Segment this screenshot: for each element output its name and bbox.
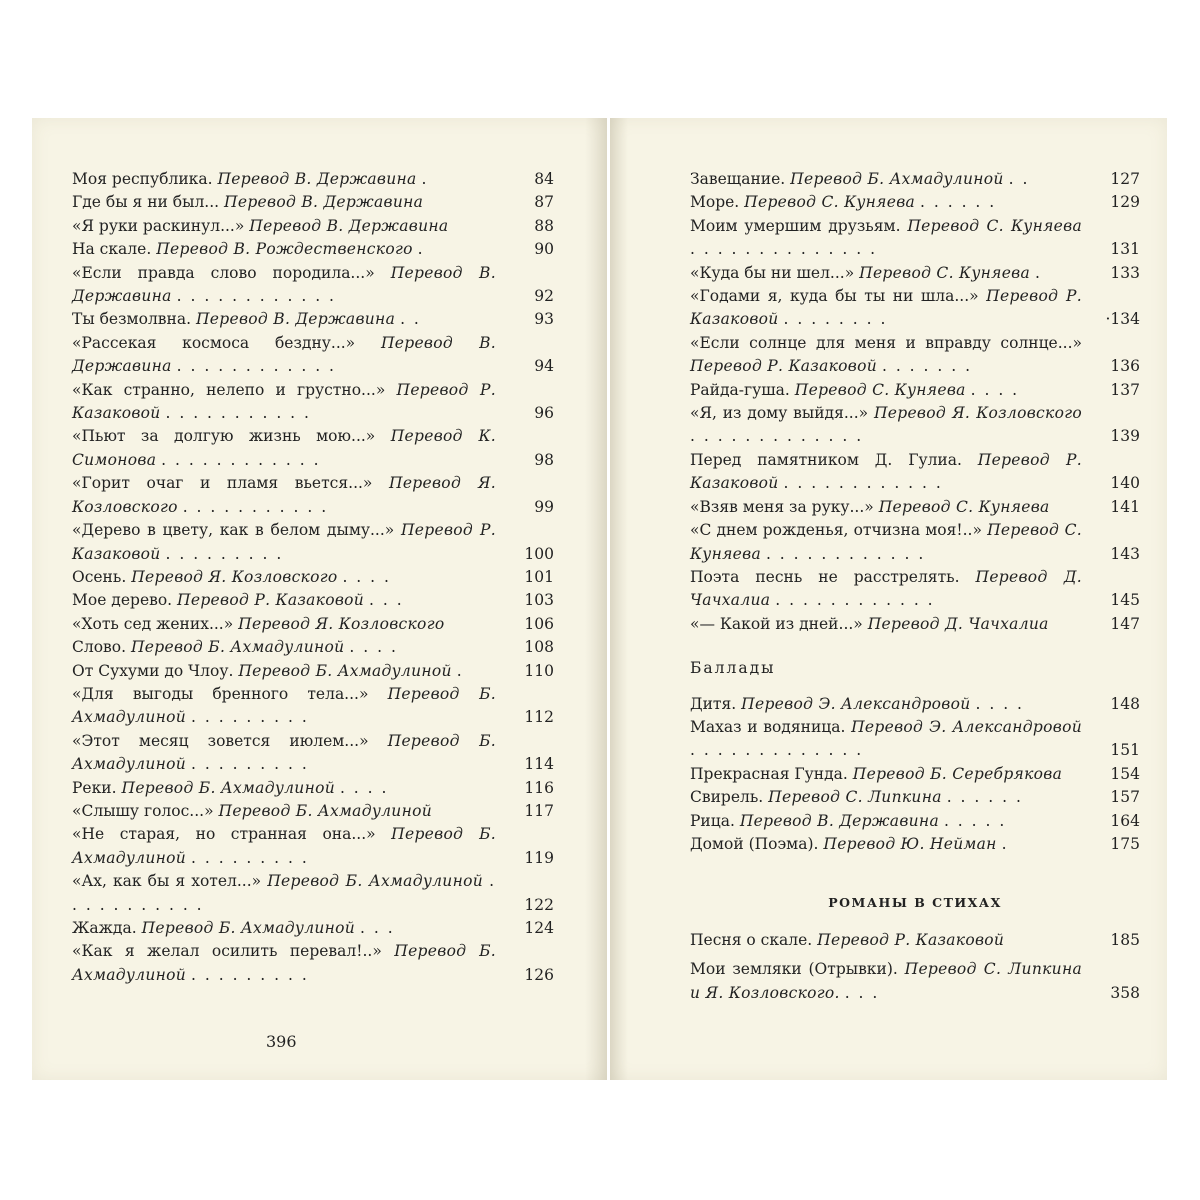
toc-entry-title: «С днем рожденья, отчизна моя!..» [690, 521, 982, 540]
toc-entry-page: 148 [1110, 694, 1140, 713]
toc-entry-title: Моя республика. [72, 170, 213, 188]
toc-entry-leader-dots: . . . . . . . . . . . [165, 404, 311, 423]
toc-entry-text [72, 472, 496, 519]
toc-entry-title: Реки. [72, 778, 117, 797]
page-gutter-shadow [585, 118, 607, 1080]
toc-entry-title: «Я, из дому выйдя...» [690, 404, 869, 423]
toc-entry-page: 119 [524, 848, 554, 867]
toc-entry-text [72, 215, 496, 238]
toc-entry [690, 379, 1140, 402]
toc-entry-text [690, 929, 1082, 952]
toc-entry [690, 810, 1140, 833]
toc-entry [72, 168, 554, 191]
toc-entry-title: Песня о скале. [690, 930, 813, 949]
toc-entry-leader-dots: . . . . . . . . . . . [182, 497, 329, 516]
toc-entry [72, 683, 554, 730]
toc-entry-title: «Хоть сед жених...» [72, 614, 234, 633]
toc-entry-page: 124 [524, 919, 554, 937]
toc-entry-leader-dots: . . . . [339, 778, 389, 797]
toc-entry-page: 137 [1110, 380, 1140, 399]
toc-entry-leader-dots: . . . . . . [946, 788, 1023, 807]
toc-entry-title: Где бы я ни был... [72, 193, 220, 212]
toc-entry-title: «Для выгоды бренного тела...» [72, 684, 369, 703]
toc-entry-translator: Перевод Р. Казаковой [690, 450, 1082, 493]
toc-entry-leader-dots: . . . . . . . . . . . . [176, 287, 336, 306]
toc-entry-text [72, 262, 496, 309]
toc-entry-text [690, 566, 1082, 613]
toc-entry-page: 99 [534, 497, 554, 516]
toc-entry-title: Ты безмолвна. [72, 310, 192, 329]
toc-entry-text [72, 168, 496, 191]
toc-entry-page: 175 [1110, 834, 1140, 853]
toc-entry-leader-dots: . . . . . . . . . [191, 848, 309, 867]
toc-entry-text [690, 168, 1082, 191]
toc-entry-page: 154 [1110, 764, 1140, 783]
toc-entry [72, 215, 554, 238]
toc-entry-translator: Перевод В. Державина [739, 811, 939, 830]
toc-entry-page: 114 [524, 755, 554, 774]
toc-entry-translator: Перевод С. Куняева [878, 497, 1050, 516]
toc-entry-translator: Перевод Р. Казаковой [817, 930, 1005, 949]
toc-entry [72, 730, 554, 777]
toc-entry-leader-dots: . [1034, 263, 1042, 282]
toc-entry-leader-dots: . . . . . . . . . [191, 965, 309, 984]
toc-entry-translator: Перевод В. Державина [217, 170, 417, 188]
toc-entry-page: 117 [524, 801, 554, 820]
toc-entry [72, 940, 554, 987]
toc-entry-page: 147 [1110, 614, 1140, 633]
toc-entry-leader-dots: . . [400, 310, 421, 329]
toc-entry [72, 191, 554, 214]
toc-entry-leader-dots: . . . . . . [920, 193, 997, 212]
toc-entry [690, 332, 1140, 379]
toc-entry-page: 139 [1110, 427, 1140, 446]
toc-entry-text [72, 332, 496, 379]
toc-entry-title: «Дерево в цвету, как в белом дыму...» [72, 521, 395, 540]
toc-entry-page: 140 [1110, 474, 1140, 493]
toc-entry [690, 496, 1140, 519]
toc-entry [72, 636, 554, 659]
toc-entry-title: Рица. [690, 811, 735, 830]
toc-entry-translator: Перевод С. Куняева [859, 263, 1031, 282]
toc-entry-page: ·134 [1105, 310, 1140, 329]
left-page [32, 118, 607, 1080]
toc-entry-leader-dots: . . . . . . . . . . . . [783, 474, 943, 493]
toc-entry-text [72, 519, 496, 566]
toc-entry [72, 425, 554, 472]
toc-entry-page: 87 [534, 193, 554, 212]
toc-entry [690, 786, 1140, 809]
section-heading-ballads: Баллады [690, 659, 776, 678]
toc-entry-title: «Если солнце для меня и вправду солнце...» [690, 333, 1082, 352]
toc-entry-translator: Перевод В. Державина [72, 333, 496, 376]
toc-entry-leader-dots: . . . . . . . . . [165, 544, 284, 563]
toc-entry-text [72, 566, 496, 589]
toc-entry-title: «Как странно, нелепо и грустно...» [72, 380, 386, 399]
toc-entry-page: 127 [1110, 170, 1140, 188]
toc-entry-title: «Не старая, но странная она...» [72, 825, 376, 844]
toc-entry-translator: Перевод Б. Ахмадулиной [218, 801, 432, 820]
toc-entry-page: 112 [524, 708, 554, 727]
toc-entry [690, 566, 1140, 613]
toc-entry-title: «Рассекая космоса бездну...» [72, 333, 356, 352]
toc-entry-title: «Пьют за долгую жизнь мою...» [72, 427, 376, 446]
toc-entry-page: 185 [1110, 930, 1140, 949]
toc-entry-text [72, 379, 496, 426]
section-heading-novels: РОМАНЫ В СТИХАХ [828, 895, 1002, 911]
toc-entry-text [690, 191, 1082, 214]
toc-entry [690, 285, 1140, 332]
toc-entry-text [690, 402, 1082, 449]
toc-entry-page: 96 [534, 404, 554, 423]
toc-entry-leader-dots: . . [1008, 170, 1030, 188]
toc-entry-title: «Горит очаг и пламя вьется...» [72, 474, 373, 493]
toc-entry [72, 823, 554, 870]
toc-entry-title: Свирель. [690, 788, 764, 807]
toc-entry-text [72, 636, 496, 659]
toc-entry-translator: Перевод С. Куняева [907, 216, 1082, 235]
toc-entry-title: «Этот месяц зовется июлем...» [72, 731, 369, 750]
toc-entry-translator: Перевод Б. Ахмадулиной [141, 919, 356, 937]
toc-entry-text [690, 786, 1082, 809]
toc-entry-title: Дитя. [690, 694, 737, 713]
toc-entry-translator: Перевод В. Рождественского [156, 240, 413, 259]
toc-entry-translator: Перевод В. Державина [224, 193, 424, 212]
toc-entry-leader-dots: . . . . . . . . . [191, 708, 309, 727]
toc-entry-title: Завещание. [690, 170, 786, 188]
toc-entry-title: Жажда. [72, 919, 137, 937]
toc-entry-text [72, 823, 496, 870]
toc-entry-text [72, 940, 496, 987]
toc-entry-title: Прекрасная Гунда. [690, 764, 848, 783]
toc-entry-page: 93 [534, 310, 554, 329]
toc-entry-page: 122 [524, 895, 554, 914]
toc-entry-page: 92 [534, 287, 554, 306]
page-number: 396 [266, 1032, 297, 1051]
toc-entry-page: 100 [524, 544, 554, 563]
toc-entry-translator: Перевод Б. Ахмадулиной [72, 731, 496, 774]
toc-entry-leader-dots: . . . [844, 983, 880, 1002]
toc-entry-title: «— Какой из дней...» [690, 614, 863, 633]
toc-entry-text [72, 870, 496, 917]
toc-entry-leader-dots: . [421, 170, 429, 188]
toc-entry-translator: Перевод Ю. Нейман [823, 834, 997, 853]
toc-entry-text [690, 285, 1082, 332]
toc-entry-page: 90 [534, 240, 554, 259]
toc-entry-page: 116 [524, 778, 554, 797]
toc-entry-text [690, 716, 1082, 763]
toc-entry [72, 917, 554, 940]
toc-entry-translator: Перевод Р. Казаковой [690, 287, 1082, 329]
toc-entry-translator: Перевод Р. Казаковой [72, 380, 496, 423]
toc-entry-text [690, 496, 1082, 519]
toc-entry-title: «Я руки раскинул...» [72, 216, 245, 235]
toc-entry-page: 126 [524, 965, 554, 984]
toc-entry [690, 833, 1140, 856]
toc-entry [72, 800, 554, 823]
toc-entry-title: «Годами я, куда бы ты ни шла...» [690, 287, 979, 306]
toc-entry-text [690, 693, 1082, 716]
toc-entry [72, 613, 554, 636]
toc-entry-translator: Перевод Я. Козловского [131, 567, 338, 586]
toc-entry-translator: Перевод Я. Козловского [238, 614, 445, 633]
toc-entry-translator: Перевод Б. Ахмадулиной [72, 942, 496, 984]
toc-entry [72, 332, 554, 379]
toc-entry [690, 168, 1140, 191]
toc-entry-text [690, 449, 1082, 496]
toc-entry-text [72, 730, 496, 777]
toc-entry-translator: Перевод С. Липкина [768, 788, 942, 807]
toc-entry-title: «Слышу голос...» [72, 801, 214, 820]
toc-entry-translator: Перевод В. Державина [249, 216, 449, 235]
toc-entry-translator: Перевод С. Липкина и Я. Козловского. [690, 960, 1082, 1002]
toc-entry-text [72, 613, 496, 636]
toc-entry-page: 143 [1110, 544, 1140, 563]
toc-entry-text [72, 683, 496, 730]
toc-entry-title: Махаз и водяница. [690, 717, 846, 736]
toc-entry-leader-dots: . . . [360, 919, 395, 937]
toc-entry-translator: Перевод Д. Чачхалиа [867, 614, 1049, 633]
toc-entry-page: 136 [1110, 357, 1140, 376]
toc-entry [690, 958, 1140, 1005]
toc-entry-translator: Перевод В. Державина [72, 263, 496, 306]
toc-entry-text [72, 308, 496, 331]
toc-entry-text [690, 379, 1082, 402]
toc-entry-title: «Как я желал осилить перевал!..» [72, 942, 382, 961]
toc-entry-leader-dots: . [417, 240, 425, 259]
toc-entry-page: 151 [1110, 741, 1140, 760]
toc-entry-text [690, 763, 1082, 786]
toc-entry-leader-dots: . . . . [970, 380, 1020, 399]
toc-entry [690, 215, 1140, 262]
toc-entry [690, 693, 1140, 716]
toc-entry-leader-dots: . [1001, 834, 1009, 853]
toc-entry-page: 94 [534, 357, 554, 376]
toc-entry-translator: Перевод Б. Ахмадулиной [121, 778, 335, 797]
toc-entry-page: 145 [1110, 591, 1140, 610]
toc-entry [72, 870, 554, 917]
toc-entry-text [690, 215, 1082, 262]
toc-entry-translator: Перевод Э. Александровой [741, 694, 971, 713]
toc-entry-title: «Куда бы ни шел...» [690, 263, 855, 282]
toc-entry-translator: Перевод Б. Серебрякова [852, 764, 1063, 783]
toc-entry [690, 929, 1140, 952]
toc-entry-translator: Перевод С. Куняева [690, 521, 1082, 563]
toc-entry [690, 716, 1140, 763]
toc-entry [690, 613, 1140, 636]
toc-entry-translator: Перевод Э. Александровой [851, 717, 1082, 736]
toc-entry-leader-dots: . . . . . . . . . . . . . . [690, 240, 878, 259]
toc-entry [690, 191, 1140, 214]
toc-entry-leader-dots: . . . . . . . . . [191, 755, 309, 774]
toc-entry-text [690, 613, 1082, 636]
toc-entry-leader-dots: . . . . . . . . . . . . . [690, 427, 864, 446]
toc-entry-title: Осень. [72, 567, 127, 586]
toc-entry [72, 308, 554, 331]
toc-entry-title: Мое дерево. [72, 591, 173, 610]
toc-entry-leader-dots: . . . . . [943, 811, 1007, 830]
toc-entry-text [72, 917, 496, 940]
page-gutter-shadow [610, 118, 628, 1080]
toc-entry [690, 519, 1140, 566]
toc-entry [72, 262, 554, 309]
toc-entry [72, 238, 554, 261]
toc-entry-translator: Перевод Я. Козловского [873, 404, 1082, 423]
toc-entry-text [690, 833, 1082, 856]
toc-entry-title: Райда-гуша. [690, 380, 790, 399]
toc-entry-translator: Перевод В. Державина [195, 310, 396, 329]
toc-entry [690, 262, 1140, 285]
toc-entry-page: 129 [1110, 193, 1140, 212]
toc-entry-text [690, 958, 1082, 1005]
toc-entry-leader-dots: . . . . [975, 694, 1024, 713]
contents-group-ballads [690, 693, 1140, 857]
toc-entry-page: 108 [524, 638, 554, 657]
toc-entry-title: Моим умершим друзьям. [690, 216, 901, 235]
toc-entry-title: «Взяв меня за руку...» [690, 497, 874, 516]
toc-entry-title: Домой (Поэма). [690, 834, 819, 853]
toc-entry-title: От Сухуми до Члоу. [72, 661, 234, 680]
toc-entry-page: 98 [534, 450, 554, 469]
right-page [610, 118, 1167, 1080]
toc-entry-leader-dots: . . . . . . . . . . . . [161, 450, 321, 469]
toc-entry [690, 763, 1140, 786]
toc-entry-text [72, 589, 496, 612]
toc-entry-translator: Перевод Б. Ахмадулиной [130, 638, 345, 657]
toc-entry-page: 358 [1110, 983, 1140, 1002]
toc-entry-page: 164 [1110, 811, 1140, 830]
toc-entry-leader-dots: . . . . . . . [881, 357, 973, 376]
toc-entry-translator: Перевод Р. Казаковой [72, 521, 497, 563]
toc-entry-leader-dots: . . . . . . . . . . . . [775, 591, 935, 610]
toc-entry-page: 157 [1110, 788, 1140, 807]
toc-entry-page: 84 [534, 170, 554, 188]
toc-entry [72, 777, 554, 800]
toc-entry [72, 379, 554, 426]
toc-entry-text [690, 519, 1082, 566]
toc-entry-page: 110 [524, 661, 554, 680]
toc-entry-translator: Перевод Д. Чачхалиа [690, 567, 1082, 610]
toc-entry-page: 133 [1110, 263, 1140, 282]
toc-entry-page: 106 [524, 614, 554, 633]
toc-entry [72, 589, 554, 612]
toc-entry-leader-dots: . . . . . . . . . . . . [176, 357, 336, 376]
toc-entry-title: Слово. [72, 638, 127, 657]
toc-entry-leader-dots: . . . . [342, 567, 391, 586]
toc-entry-title: Мои земляки (Отрывки). [690, 960, 898, 979]
toc-entry-leader-dots: . . . . . . . . . . . [72, 872, 497, 914]
contents-group-main [690, 168, 1140, 636]
toc-entry-text [72, 425, 496, 472]
toc-entry-title: «Если правда слово породила...» [72, 263, 375, 282]
toc-entry-page: 101 [524, 567, 554, 586]
toc-entry [72, 519, 554, 566]
toc-entry [690, 402, 1140, 449]
toc-entry-text [72, 777, 496, 800]
contents-left-column [72, 168, 554, 987]
toc-entry-translator: Перевод С. Куняева [794, 380, 966, 399]
toc-entry-page: 88 [534, 216, 554, 235]
toc-entry-translator: Перевод Б. Ахмадулиной [72, 825, 496, 867]
toc-entry-title: «Ах, как бы я хотел...» [72, 872, 262, 891]
toc-entry-translator: Перевод К. Симонова [72, 427, 497, 469]
toc-entry-translator: Перевод Я. Козловского [72, 474, 496, 516]
toc-entry [690, 449, 1140, 496]
toc-entry-leader-dots: . . . [369, 591, 404, 610]
toc-entry-title: На скале. [72, 240, 152, 259]
toc-entry-title: Перед памятником Д. Гулиа. [690, 450, 962, 469]
toc-entry-text [72, 800, 496, 823]
toc-entry-page: 141 [1110, 497, 1140, 516]
toc-entry-leader-dots: . . . . . . . . . . . . . [690, 741, 864, 760]
toc-entry-text [690, 262, 1082, 285]
toc-entry-text [72, 660, 496, 683]
toc-entry-text [690, 332, 1082, 379]
toc-entry [72, 472, 554, 519]
toc-entry-translator: Перевод Р. Казаковой [177, 591, 365, 610]
toc-entry-translator: Перевод Б. Ахмадулиной [238, 661, 452, 680]
toc-entry-translator: Перевод Б. Ахмадулиной [267, 872, 483, 891]
toc-entry-page: 103 [524, 591, 554, 610]
toc-entry-text [690, 810, 1082, 833]
contents-group-novels [690, 929, 1140, 1005]
toc-entry-leader-dots: . . . . . . . . [783, 310, 888, 329]
toc-entry [72, 566, 554, 589]
toc-entry-translator: Перевод Р. Казаковой [690, 357, 878, 376]
toc-entry-title: Поэта песнь не расстрелять. [690, 567, 960, 586]
toc-entry-translator: Перевод Б. Ахмадулиной [72, 684, 496, 727]
toc-entry-page: 131 [1110, 240, 1140, 259]
toc-entry [72, 660, 554, 683]
toc-entry-translator: Перевод С. Куняева [744, 193, 916, 212]
toc-entry-title: Море. [690, 193, 740, 212]
toc-entry-translator: Перевод Б. Ахмадулиной [790, 170, 1004, 188]
toc-entry-leader-dots: . [456, 661, 464, 680]
toc-entry-leader-dots: . . . . [349, 638, 398, 657]
toc-entry-leader-dots: . . . . . . . . . . . . [765, 544, 926, 563]
toc-entry-text [72, 238, 496, 261]
contents-right-column [690, 168, 1140, 1005]
toc-entry-text [72, 191, 496, 214]
